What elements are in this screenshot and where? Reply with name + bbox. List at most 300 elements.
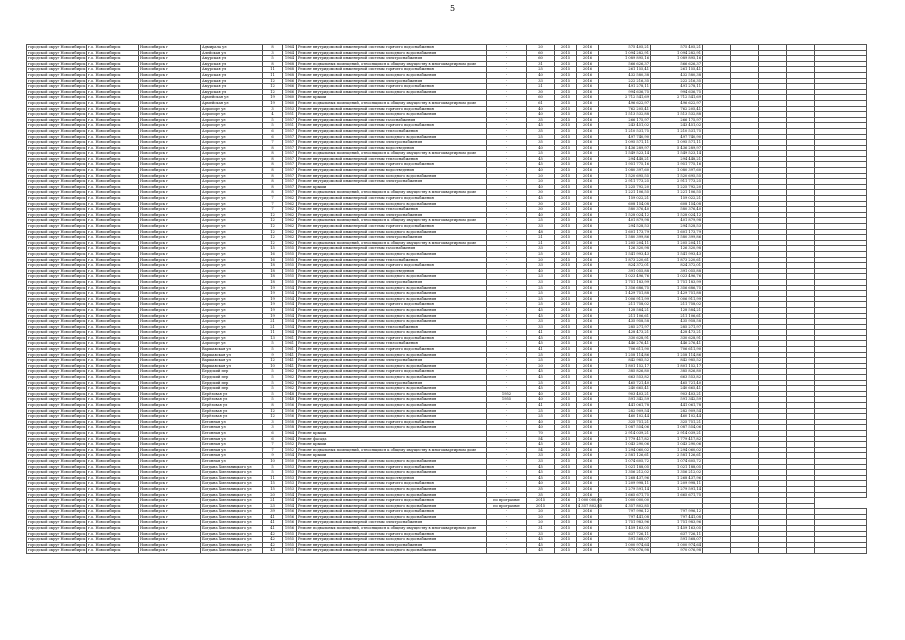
cell-cost-fund: 491 278,11	[651, 84, 703, 90]
cell-municipality: городской округ Новосибирск	[28, 408, 86, 413]
cell-cost-total: 970 076,98	[599, 548, 651, 554]
cell-cost-total: 1 095 571,11	[599, 140, 651, 146]
cell-work-type: Ремонт подвальных помещений, относящихся к общему имуществу в многоквартирном доме	[297, 151, 487, 157]
cell-house-number: 5	[263, 470, 283, 476]
cell-municipality: городской округ Новосибирск	[28, 179, 86, 184]
cell-work-type: Ремонт внутридомовой инженерной системы горячего водоснабжения	[297, 335, 487, 341]
cell-house-number: 13	[263, 335, 283, 341]
cell-city: Новосибирск г	[139, 240, 201, 246]
cell-build-year: 1956	[283, 408, 297, 414]
cell-extra: -	[487, 117, 527, 123]
cell-extra: -	[487, 89, 527, 95]
cell-cost-total: 2 581 126,61	[599, 453, 651, 459]
cell-settlement-type: г.о. Новосибирск	[87, 380, 139, 386]
cell-settlement-type: г.о. Новосибирск	[87, 307, 139, 313]
cell-work-type: Ремонт подвальных помещений, относящихся к общему имуществу в многоквартирном доме	[297, 526, 487, 532]
cell-house-number: 10	[263, 363, 283, 369]
cell-cost-fund: 294 528,53	[651, 224, 703, 230]
cell-percent: 33	[527, 453, 555, 459]
cell-build-year: 1957	[283, 190, 297, 196]
cell-build-year: 1953	[283, 486, 297, 492]
cell-house-number: 11	[263, 475, 283, 481]
cell-municipality: городской округ Новосибирск	[28, 324, 86, 329]
cell-settlement-type: г.о. Новосибирск	[87, 279, 139, 285]
cell-start-year: 2015	[555, 56, 577, 62]
cell-work-type: Ремонт внутридомовой инженерной системы холодного водоснабжения	[297, 391, 487, 397]
cell-city: Новосибирск г	[139, 363, 201, 369]
cell-city: Новосибирск г	[139, 548, 201, 554]
cell-percent: 45	[527, 442, 555, 448]
cell-settlement-type: г.о. Новосибирск	[87, 503, 139, 509]
cell-settlement-type: г.о. Новосибирск	[87, 235, 139, 241]
cell-start-year: 2015	[555, 106, 577, 112]
cell-build-year: 1962	[283, 201, 297, 207]
cell-cost-total: 903 403,21	[599, 391, 651, 397]
cell-cost-fund: 663 553,82	[651, 375, 703, 381]
cell-percent: 41	[527, 330, 555, 336]
cell-build-year: 1964	[283, 436, 297, 442]
cell-cost-fund: 1 225 792,20	[651, 184, 703, 190]
cell-start-year: 2016	[555, 498, 577, 504]
cell-cost-fund: 762 205,41	[651, 106, 703, 112]
cell-end-year: 2016	[577, 453, 599, 459]
cell-street: Аэропорт ул	[201, 145, 263, 151]
cell-house-number: 5	[263, 123, 283, 129]
cell-settlement-type: г.о. Новосибирск	[87, 481, 139, 487]
cell-start-year: 2015	[555, 386, 577, 392]
cell-work-type: Ремонт внутридомовой инженерной системы теплоснабжения	[297, 324, 487, 330]
cell-house-number: 8	[263, 403, 283, 409]
cell-build-year: 1962	[283, 196, 297, 202]
cell-settlement-type: г.о. Новосибирск	[87, 486, 139, 492]
cell-settlement-type: г.о. Новосибирск	[87, 168, 139, 174]
cell-municipality: городской округ Новосибирск	[28, 375, 86, 380]
cell-percent: 54	[527, 447, 555, 453]
cell-end-year: 2016	[577, 430, 599, 436]
cell-cost-fund: 1 601 173,79	[651, 229, 703, 235]
cell-percent: 40	[527, 184, 555, 190]
cell-extra: -	[487, 179, 527, 185]
cell-cost-fund: 706 611,90	[651, 347, 703, 353]
cell-settlement-type: г.о. Новосибирск	[87, 196, 139, 202]
cell-percent: 20	[527, 520, 555, 526]
cell-street: Аэропорт ул	[201, 279, 263, 285]
cell-extra: -	[487, 173, 527, 179]
cell-extra: -	[487, 84, 527, 90]
cell-percent: 25	[527, 408, 555, 414]
cell-extra: -	[487, 72, 527, 78]
cell-extra: -	[487, 100, 527, 106]
cell-cost-fund: 1 089 895,16	[651, 56, 703, 62]
cell-work-type: Ремонт внутридомовой инженерной системы холодного водоснабжения	[297, 285, 487, 291]
cell-start-year: 2015	[555, 201, 577, 207]
cell-cost-fund: 1 528 024,12	[651, 212, 703, 218]
cell-municipality: городской округ Новосибирск	[28, 184, 86, 189]
cell-municipality: городской округ Новосибирск	[28, 229, 86, 234]
cell-end-year: 2016	[577, 425, 599, 431]
cell-cost-total: 1 043 290,06	[599, 442, 651, 448]
cell-house-number: 5	[263, 375, 283, 381]
cell-cost-total: 1 089 895,16	[599, 56, 651, 62]
cell-extra: -	[487, 380, 527, 386]
cell-work-type: Ремонт внутридомовой инженерной системы электроснабжения	[297, 179, 487, 185]
cell-end-year: 2016	[577, 548, 599, 554]
cell-street: Аэропорт ул	[201, 128, 263, 134]
cell-end-year: 2016	[577, 168, 599, 174]
cell-cost-total: 1 258 114,86	[599, 352, 651, 358]
cell-end-year: 2016	[577, 240, 599, 246]
cell-cost-total: 1 601 173,79	[599, 229, 651, 235]
cell-street: Варшавская ул	[201, 358, 263, 364]
cell-municipality: городской округ Новосибирск	[28, 481, 86, 486]
cell-extra: -	[487, 207, 527, 213]
cell-settlement-type: г.о. Новосибирск	[87, 72, 139, 78]
cell-start-year: 2015	[555, 335, 577, 341]
cell-street: Богдана Хмельницкого ул	[201, 531, 263, 537]
cell-work-type: Ремонт подвальных помещений, относящихся к общему имуществу в многоквартирном доме	[297, 190, 487, 196]
cell-city: Новосибирск г	[139, 112, 201, 118]
cell-start-year: 2015	[555, 324, 577, 330]
cell-build-year: 1962	[283, 375, 297, 381]
cell-cost-fund: 432 580,38	[651, 72, 703, 78]
cell-cost-fund: 325 751,21	[651, 419, 703, 425]
cell-cost-fund: 797 441,08	[651, 514, 703, 520]
cell-end-year: 2016	[577, 179, 599, 185]
cell-city: Новосибирск г	[139, 514, 201, 520]
cell-settlement-type: г.о. Новосибирск	[87, 296, 139, 302]
cell-municipality: городской округ Новосибирск	[28, 442, 86, 447]
cell-city: Новосибирск г	[139, 358, 201, 364]
cell-end-year: 2016	[577, 279, 599, 285]
cell-house-number: 12	[263, 408, 283, 414]
cell-extra: -	[487, 95, 527, 101]
cell-house-number: 10	[263, 458, 283, 464]
cell-street: Аэропорт ул	[201, 324, 263, 330]
cell-end-year: 2016	[577, 414, 599, 420]
cell-extra: -	[487, 313, 527, 319]
cell-street: Бетонная ул	[201, 419, 263, 425]
cell-city: Новосибирск г	[139, 100, 201, 106]
cell-municipality: городской округ Новосибирск	[28, 492, 86, 497]
cell-extra: -	[487, 537, 527, 543]
cell-extra: -	[487, 408, 527, 414]
cell-build-year: 1962	[283, 369, 297, 375]
cell-settlement-type: г.о. Новосибирск	[87, 442, 139, 448]
cell-start-year: 2015	[555, 128, 577, 134]
cell-cost-fund: 497 740,90	[651, 134, 703, 140]
cell-percent: 40	[527, 425, 555, 431]
cell-work-type: Ремонт внутридомовой инженерной системы холодного водоснабжения	[297, 375, 487, 381]
cell-cost-total: 1 074 605,72	[599, 458, 651, 464]
cell-start-year: 2015	[555, 531, 577, 537]
cell-city: Новосибирск г	[139, 347, 201, 353]
cell-city: Новосибирск г	[139, 403, 201, 409]
cell-city: Новосибирск г	[139, 61, 201, 67]
cell-city: Новосибирск г	[139, 296, 201, 302]
cell-house-number: 5	[263, 347, 283, 353]
cell-extra: -	[487, 251, 527, 257]
cell-work-type: Ремонт внутридомовой инженерной системы холодного водоснабжения	[297, 486, 487, 492]
table-body	[27, 45, 867, 554]
cell-end-year: 2016	[577, 520, 599, 526]
cell-cost-fund: 591 342,59	[651, 397, 703, 403]
cell-cost-total: 797 996,12	[599, 509, 651, 515]
cell-percent: 25	[527, 251, 555, 257]
cell-city: Новосибирск г	[139, 352, 201, 358]
cell-percent: 45	[527, 386, 555, 392]
cell-work-type: Ремонт крыши	[297, 184, 487, 190]
cell-cost-fund: 842 985,52	[651, 358, 703, 364]
cell-end-year: 2016	[577, 358, 599, 364]
cell-percent: 45	[527, 335, 555, 341]
cell-street: Адмирала ул	[201, 45, 263, 51]
cell-percent: 45	[527, 313, 555, 319]
cell-cost-total: 240 665,41	[599, 386, 651, 392]
cell-city: Новосибирск г	[139, 330, 201, 336]
cell-house-number: 6	[263, 436, 283, 442]
cell-end-year: 2016	[577, 475, 599, 481]
cell-start-year: 2015	[555, 341, 577, 347]
cell-work-type: Ремонт внутридомовой инженерной системы газоснабжения	[297, 117, 487, 123]
cell-cost-total: 1 205 204,11	[599, 240, 651, 246]
cell-extra: -	[487, 542, 527, 548]
cell-cost-total: 1 006 911,99	[599, 296, 651, 302]
cell-build-year: 1954	[283, 302, 297, 308]
cell-start-year: 2015	[555, 196, 577, 202]
cell-settlement-type: г.о. Новосибирск	[87, 453, 139, 459]
cell-municipality: городской округ Новосибирск	[28, 542, 86, 547]
cell-settlement-type: г.о. Новосибирск	[87, 162, 139, 168]
cell-settlement-type: г.о. Новосибирск	[87, 117, 139, 123]
cell-cost-fund: 128 584,21	[651, 307, 703, 313]
cell-street: Берёзовая ул	[201, 391, 263, 397]
cell-percent: 33	[527, 263, 555, 269]
cell-city: Новосибирск г	[139, 492, 201, 498]
cell-cost-fund: 1 541 993,43	[651, 251, 703, 257]
cell-municipality: городской округ Новосибирск	[28, 78, 86, 83]
cell-street: Армейская ул	[201, 100, 263, 106]
cell-work-type: Ремонт внутридомовой инженерной системы горячего водоснабжения	[297, 196, 487, 202]
cell-street: Богдана Хмельницкого ул	[201, 503, 263, 509]
cell-cost-fund: 1 751 983,96	[651, 520, 703, 526]
cell-cost-fund: 1 279 591,14	[651, 486, 703, 492]
cell-extra: -	[487, 386, 527, 392]
cell-house-number: 6	[263, 128, 283, 134]
cell-settlement-type: г.о. Новосибирск	[87, 151, 139, 157]
cell-build-year: 1941	[283, 358, 297, 364]
cell-cost-total: 497 740,90	[599, 134, 651, 140]
cell-start-year: 2015	[555, 548, 577, 554]
cell-municipality: городской округ Новосибирск	[28, 291, 86, 296]
cell-start-year: 2015	[555, 123, 577, 129]
cell-build-year: 1958	[283, 425, 297, 431]
cell-build-year: 1964	[283, 45, 297, 51]
cell-build-year: 1961	[283, 347, 297, 353]
cell-work-type: Ремонт внутридомовой инженерной системы холодного водоснабжения	[297, 307, 487, 313]
cell-start-year: 2015	[555, 235, 577, 241]
cell-start-year: 2015	[555, 319, 577, 325]
cell-work-type: Ремонт внутридомовой инженерной системы холодного водоснабжения	[297, 201, 487, 207]
cell-build-year: 1957	[283, 151, 297, 157]
cell-end-year: 2016	[577, 542, 599, 548]
cell-extra: -	[487, 279, 527, 285]
cell-house-number: 6	[263, 430, 283, 436]
cell-street: Аэропорт ул	[201, 196, 263, 202]
cell-build-year: 1957	[283, 184, 297, 190]
cell-city: Новосибирск г	[139, 285, 201, 291]
cell-street: Амурская ул	[201, 78, 263, 84]
cell-work-type: Ремонт внутридомовой инженерной системы теплоснабжения	[297, 257, 487, 263]
cell-percent: 20	[527, 45, 555, 51]
cell-percent: 25	[527, 358, 555, 364]
cell-percent: 25	[527, 414, 555, 420]
cell-end-year: 2016	[577, 212, 599, 218]
cell-house-number: 41	[263, 520, 283, 526]
cell-street: Аэропорт ул	[201, 251, 263, 257]
cell-build-year: 1955	[283, 274, 297, 280]
cell-start-year: 2015	[555, 509, 577, 515]
cell-extra: -	[487, 50, 527, 56]
cell-settlement-type: г.о. Новосибирск	[87, 251, 139, 257]
cell-end-year: 2016	[577, 537, 599, 543]
cell-work-type: Ремонт внутридомовой инженерной системы холодного водоснабжения	[297, 514, 487, 520]
cell-cost-fund: 1 080 397,60	[651, 168, 703, 174]
cell-start-year: 2015	[555, 50, 577, 56]
cell-house-number: 5	[263, 397, 283, 403]
cell-work-type: Ремонт внутридомовой инженерной системы электроснабжения	[297, 542, 487, 548]
cell-street: Аэропорт ул	[201, 218, 263, 224]
cell-cost-total: 1 528 024,12	[599, 212, 651, 218]
cell-percent: 40	[527, 397, 555, 403]
cell-start-year: 2015	[555, 263, 577, 269]
cell-build-year: 1957	[283, 168, 297, 174]
cell-municipality: городской округ Новосибирск	[28, 196, 86, 201]
cell-cost-fund: 1 087 554,06	[651, 425, 703, 431]
cell-settlement-type: г.о. Новосибирск	[87, 179, 139, 185]
cell-start-year: 2015	[555, 458, 577, 464]
cell-end-year: 2016	[577, 531, 599, 537]
cell-cost-fund: 441 061,78	[651, 403, 703, 409]
cell-cost-fund: 222 216,35	[651, 78, 703, 84]
cell-build-year: 1962	[283, 224, 297, 230]
cell-street: Аэропорт ул	[201, 341, 263, 347]
cell-municipality: городской округ Новосибирск	[28, 274, 86, 279]
cell-cost-fund: 1 779 417,82	[651, 436, 703, 442]
cell-cost-total: 1 221 106,55	[599, 190, 651, 196]
cell-percent: 54	[527, 436, 555, 442]
cell-start-year: 2015	[555, 156, 577, 162]
cell-street: Аэропорт ул	[201, 246, 263, 252]
cell-build-year: 1956	[283, 403, 297, 409]
cell-build-year: 1961	[283, 341, 297, 347]
cell-cost-fund: 1 023 496,76	[651, 274, 703, 280]
cell-street: Аэропорт ул	[201, 173, 263, 179]
cell-start-year: 2016	[555, 503, 577, 509]
cell-street: Богдана Хмельницкого ул	[201, 548, 263, 554]
cell-extra: -	[487, 330, 527, 336]
cell-cost-total: 1 429 751,88	[599, 291, 651, 297]
cell-end-year: 2016	[577, 134, 599, 140]
cell-cost-fund: 1 043 290,06	[651, 442, 703, 448]
cell-extra: -	[487, 363, 527, 369]
table-row	[27, 548, 867, 554]
cell-build-year: 1968	[283, 72, 297, 78]
cell-percent: 60	[527, 95, 555, 101]
cell-settlement-type: г.о. Новосибирск	[87, 363, 139, 369]
cell-city: Новосибирск г	[139, 190, 201, 196]
cell-house-number: 8	[263, 173, 283, 179]
cell-percent: 40	[527, 106, 555, 112]
cell-settlement-type: г.о. Новосибирск	[87, 224, 139, 230]
cell-house-number: 16	[263, 251, 283, 257]
cell-extra: -	[487, 475, 527, 481]
cell-cost-fund: 266 175,97	[651, 117, 703, 123]
cell-municipality: городской округ Новосибирск	[28, 263, 86, 268]
cell-municipality: городской округ Новосибирск	[28, 45, 86, 49]
cell-cost-fund: 446 276,41	[651, 341, 703, 347]
cell-street: Варшавская ул	[201, 352, 263, 358]
cell-work-type: Ремонт внутридомовой инженерной системы теплоснабжения	[297, 128, 487, 134]
cell-municipality: городской округ Новосибирск	[28, 503, 86, 508]
cell-city: Новосибирск г	[139, 263, 201, 269]
cell-start-year: 2015	[555, 419, 577, 425]
cell-end-year: 2016	[577, 123, 599, 129]
cell-municipality: городской округ Новосибирск	[28, 285, 86, 290]
cell-start-year: 2015	[555, 95, 577, 101]
cell-work-type: Ремонт крыши	[297, 442, 487, 448]
cell-percent: 40	[527, 391, 555, 397]
cell-build-year: 1962	[283, 229, 297, 235]
cell-extra: -	[487, 229, 527, 235]
cell-cost-total: 211 106,61	[599, 313, 651, 319]
cell-percent: 21	[527, 240, 555, 246]
cell-cost-fund: 608 154,08	[651, 201, 703, 207]
cell-work-type: Ремонт внутридомовой инженерной системы холодного водоснабжения	[297, 458, 487, 464]
cell-street: Амурская ул	[201, 56, 263, 62]
cell-cost-total: 261 155,41	[599, 67, 651, 73]
cell-end-year: 2016	[577, 145, 599, 151]
cell-work-type: Ремонт внутридомовой инженерной системы горячего водоснабжения	[297, 531, 487, 537]
cell-street: Богдана Хмельницкого ул	[201, 486, 263, 492]
cell-cost-fund: 1 209 998,11	[651, 481, 703, 487]
cell-end-year: 2016	[577, 514, 599, 520]
cell-percent: 60	[527, 50, 555, 56]
cell-house-number: 19	[263, 285, 283, 291]
cell-build-year: 1955	[283, 257, 297, 263]
cell-percent: 33	[527, 458, 555, 464]
cell-cost-fund: 1 074 605,72	[651, 458, 703, 464]
cell-cost-total: 1 023 496,76	[599, 274, 651, 280]
cell-start-year: 2015	[555, 296, 577, 302]
cell-extra: -	[487, 470, 527, 476]
cell-house-number: 15	[263, 481, 283, 487]
cell-end-year: 2016	[577, 307, 599, 313]
cell-street: Богдана Хмельницкого ул	[201, 542, 263, 548]
cell-house-number: 11	[263, 330, 283, 336]
cell-house-number: 18	[263, 263, 283, 269]
cell-street: Бетонная ул	[201, 436, 263, 442]
cell-house-number: 7	[263, 196, 283, 202]
cell-work-type: Ремонт внутридомовой инженерной системы холодного водоснабжения	[297, 397, 487, 403]
cell-city: Новосибирск г	[139, 229, 201, 235]
cell-work-type: Ремонт внутридомовой инженерной системы холодного водоснабжения	[297, 229, 487, 235]
cell-build-year: 1953	[283, 464, 297, 470]
cell-settlement-type: г.о. Новосибирск	[87, 257, 139, 263]
cell-municipality: городской округ Новосибирск	[28, 531, 86, 536]
cell-start-year: 2015	[555, 173, 577, 179]
cell-extra: -	[487, 240, 527, 246]
cell-work-type: Ремонт внутридомовой инженерной системы холодного водоснабжения	[297, 425, 487, 431]
